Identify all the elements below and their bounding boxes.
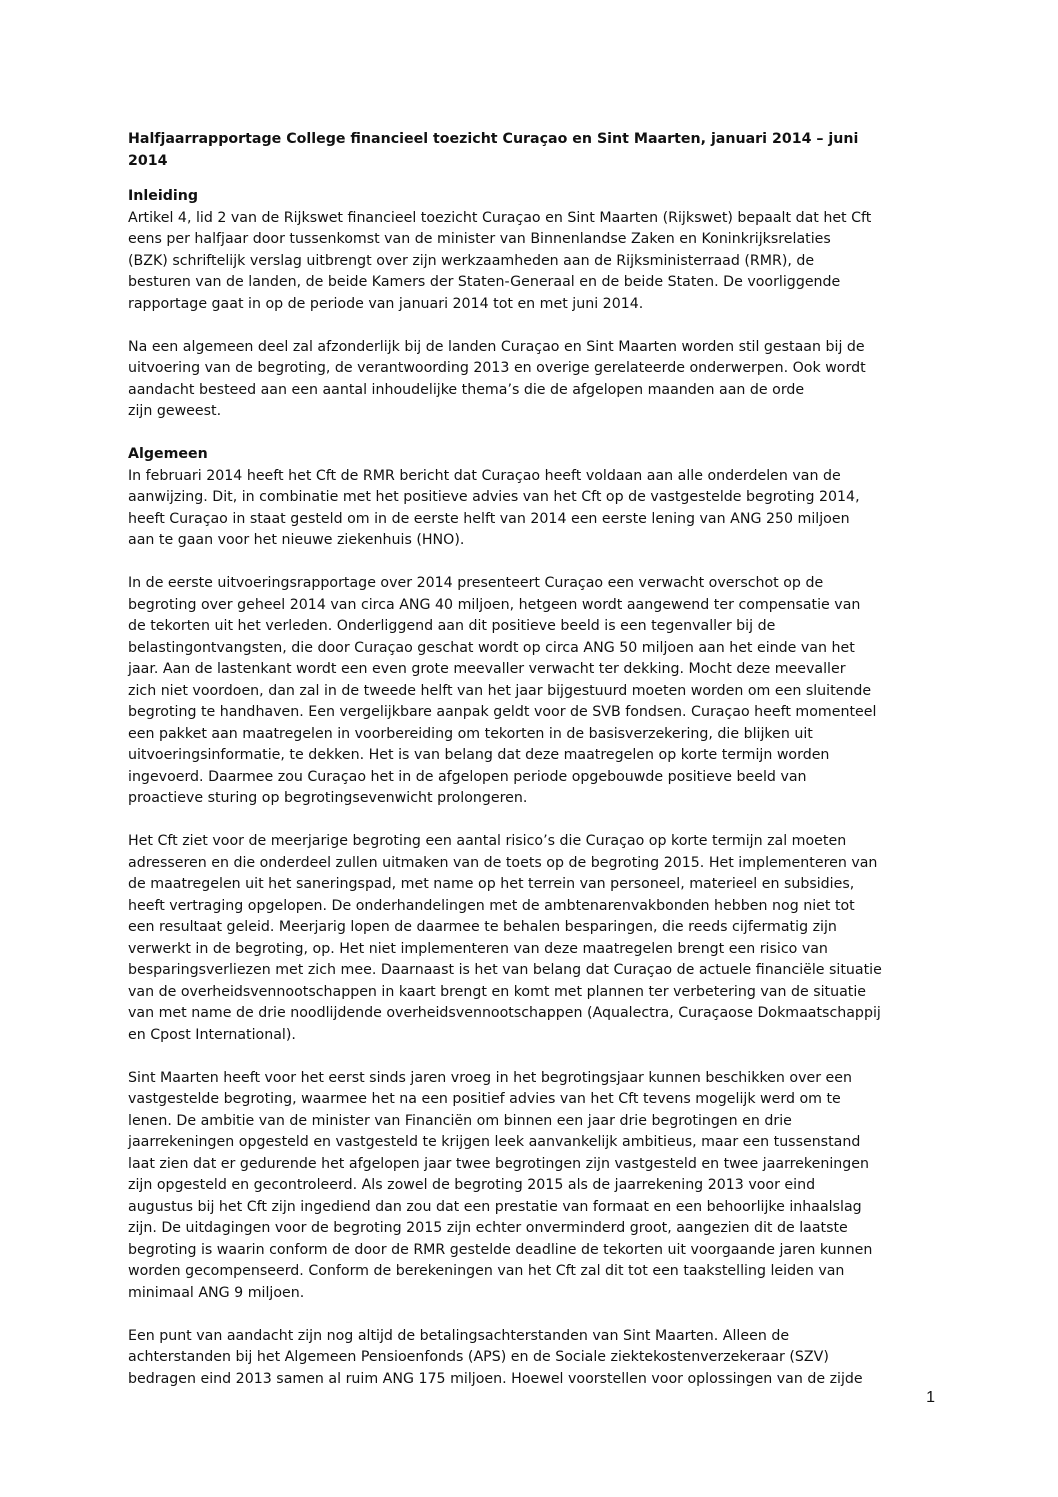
text-line: zijn opgesteld en gecontroleerd. Als zowel de begroting 2015 als de jaarrekening 2013 voor eind: [128, 1177, 816, 1193]
text-line: minimaal ANG 9 miljoen.: [128, 1284, 305, 1301]
text-line: heeft Curaçao in staat gesteld om in de eerste helft van 2014 een eerste lening van ANG 250 miljoen: [128, 510, 850, 527]
text-line: lenen. De ambitie van de minister van Financiën om binnen een jaar drie begrotingen en drie: [128, 1112, 792, 1129]
paragraph: [128, 831, 940, 1046]
paragraph: [128, 1326, 940, 1391]
document-title: [128, 128, 940, 172]
text-line: proactieve sturing op begrotingsevenwicht prolongeren.: [128, 790, 528, 806]
section-heading-algemeen: Algemeen: [128, 446, 208, 462]
text-line: heeft vertraging opgelopen. De onderhandelingen met de ambtenarenvakbonden hebben nog niet tot: [128, 897, 855, 914]
text-line: begroting te handhaven. Een vergelijkbare aanpak geldt voor de SVB fondsen. Curaçao heeft momenteel: [128, 704, 877, 720]
text-line: laat zien dat er gedurende het afgelopen jaar twee begrotingen zijn vastgesteld en twee jaarrekeningen: [128, 1155, 870, 1172]
paragraph: [128, 337, 940, 423]
text-line: Sint Maarten heeft voor het eerst sinds jaren vroeg in het begrotingsjaar kunnen beschikken over een: [128, 1069, 852, 1086]
section-heading-inleiding: Inleiding: [128, 188, 199, 204]
text-line: begroting is waarin conform de door de RMR gestelde deadline de tekorten uit voorgaande jaren kunnen: [128, 1241, 873, 1258]
text-line: verwerkt in de begroting, op. Het niet implementeren van deze maatregelen brengt een risico van: [128, 940, 828, 957]
text-line: Na een algemeen deel zal afzonderlijk bij de landen Curaçao en Sint Maarten worden stil gestaan bij de: [128, 338, 865, 355]
text-line: Artikel 4, lid 2 van de Rijkswet financieel toezicht Curaçao en Sint Maarten (Rijkswet) bepaalt dat het Cft: [128, 209, 872, 226]
text-line: begroting over geheel 2014 van circa ANG 40 miljoen, hetgeen wordt aangewend ter compensatie van: [128, 596, 861, 613]
text-line: In de eerste uitvoeringsrapportage over 2014 presenteert Curaçao een verwacht overschot op de: [128, 575, 824, 591]
text-line: jaarrekeningen opgesteld en vastgesteld te krijgen leek aanvankelijk ambitieus, maar een tussenstand: [128, 1134, 861, 1150]
text-line: ingevoerd. Daarmee zou Curaçao het in de afgelopen periode opgebouwde positieve beeld van: [128, 768, 807, 785]
text-line: aandacht besteed aan een aantal inhoudelijke thema’s die de afgelopen maanden aan de orde: [128, 381, 805, 398]
text-line: uitvoering van de begroting, de verantwoording 2013 en overige gerelateerde onderwerpen. Ook wordt: [128, 360, 866, 376]
text-line: besturen van de landen, de beide Kamers der Staten-Generaal en de beide Staten. De voorliggende: [128, 274, 841, 290]
paragraph: [128, 1068, 940, 1305]
text-line: zijn geweest.: [128, 403, 222, 419]
text-line: van met name de drie noodlijdende overheidsvennootschappen (Aqualectra, Curaçaose Dokmaatschappij: [128, 1005, 881, 1021]
text-line: rapportage gaat in op de periode van januari 2014 tot en met juni 2014.: [128, 295, 644, 312]
text-line: de maatregelen uit het saneringspad, met name op het terrein van personeel, materieel en subsidies,: [128, 876, 855, 892]
text-line: eens per halfjaar door tussenkomst van de minister van Binnenlandse Zaken en Koninkrijksrelaties: [128, 231, 831, 247]
text-line: een pakket aan maatregelen in voorbereiding om tekorten in de basisverzekering, die blijken uit: [128, 725, 813, 742]
paragraph: [128, 573, 940, 810]
text-line: belastingontvangsten, die door Curaçao geschat wordt op circa ANG 50 miljoen aan het einde van het: [128, 639, 855, 656]
text-line: worden gecompenseerd. Conform de berekeningen van het Cft zal dit tot een taakstelling leiden van: [128, 1263, 845, 1279]
text-line: jaar. Aan de lastenkant wordt een even grote meevaller verwacht ter dekking. Mocht deze meevaller: [128, 661, 846, 677]
title-line: Halfjaarrapportage College financieel toezicht Curaçao en Sint Maarten, januari 2014 – juni: [128, 131, 859, 147]
text-line: (BZK) schriftelijk verslag uitbrengt over zijn werkzaamheden aan de Rijksministerraad (RMR), de: [128, 252, 815, 269]
text-line: In februari 2014 heeft het Cft de RMR bericht dat Curaçao heeft voldaan aan alle onderdelen van de: [128, 467, 841, 484]
title-line: 2014: [128, 153, 168, 169]
text-line: Het Cft ziet voor de meerjarige begroting een aantal risico’s die Curaçao op korte termijn zal moeten: [128, 833, 847, 849]
text-line: van de overheidsvennootschappen in kaart brengt en komt met plannen ter verbetering van de situatie: [128, 983, 867, 1000]
text-line: aan te gaan voor het nieuwe ziekenhuis (HNO).: [128, 532, 465, 548]
text-line: augustus bij het Cft zijn ingediend dan zou dat een prestatie van formaat en een behoorlijke inhaalslag: [128, 1198, 862, 1215]
paragraph: [128, 466, 940, 552]
text-line: adresseren en die onderdeel zullen uitmaken van de toets op de begroting 2015. Het implementeren van: [128, 854, 878, 871]
page-number: 1: [926, 1389, 935, 1406]
text-line: besparingsverliezen met zich mee. Daarnaast is het van belang dat Curaçao de actuele financiële situatie: [128, 962, 882, 978]
text-line: aanwijzing. Dit, in combinatie met het positieve advies van het Cft op de vastgestelde begroting 2014,: [128, 489, 860, 505]
paragraph: [128, 208, 940, 316]
document-page: [128, 128, 940, 1412]
text-line: een resultaat geleid. Meerjarig lopen de daarmee te behalen besparingen, die reeds cijfermatig zijn: [128, 919, 837, 935]
text-line: achterstanden bij het Algemeen Pensioenfonds (APS) en de Sociale ziektekostenverzekeraar (SZV): [128, 1349, 829, 1365]
text-line: uitvoeringsinformatie, te dekken. Het is van belang dat deze maatregelen op korte termijn worden: [128, 747, 830, 763]
text-line: zijn. De uitdagingen voor de begroting 2015 zijn echter onverminderd groot, aangezien dit de laatste: [128, 1220, 848, 1236]
text-line: vastgestelde begroting, waarmee het na een positief advies van het Cft tevens mogelijk werd om te: [128, 1091, 841, 1107]
text-line: de tekorten uit het verleden. Onderliggend aan dit positieve beeld is een tegenvaller bij de: [128, 618, 776, 634]
text-line: zich niet voordoen, dan zal in de tweede helft van het jaar bijgestuurd moeten worden om een sluitende: [128, 682, 872, 699]
text-line: bedragen eind 2013 samen al ruim ANG 175 miljoen. Hoewel voorstellen voor oplossingen van de zijde: [128, 1370, 863, 1387]
text-line: en Cpost International).: [128, 1026, 296, 1043]
text-line: Een punt van aandacht zijn nog altijd de betalingsachterstanden van Sint Maarten. Alleen de: [128, 1327, 790, 1344]
